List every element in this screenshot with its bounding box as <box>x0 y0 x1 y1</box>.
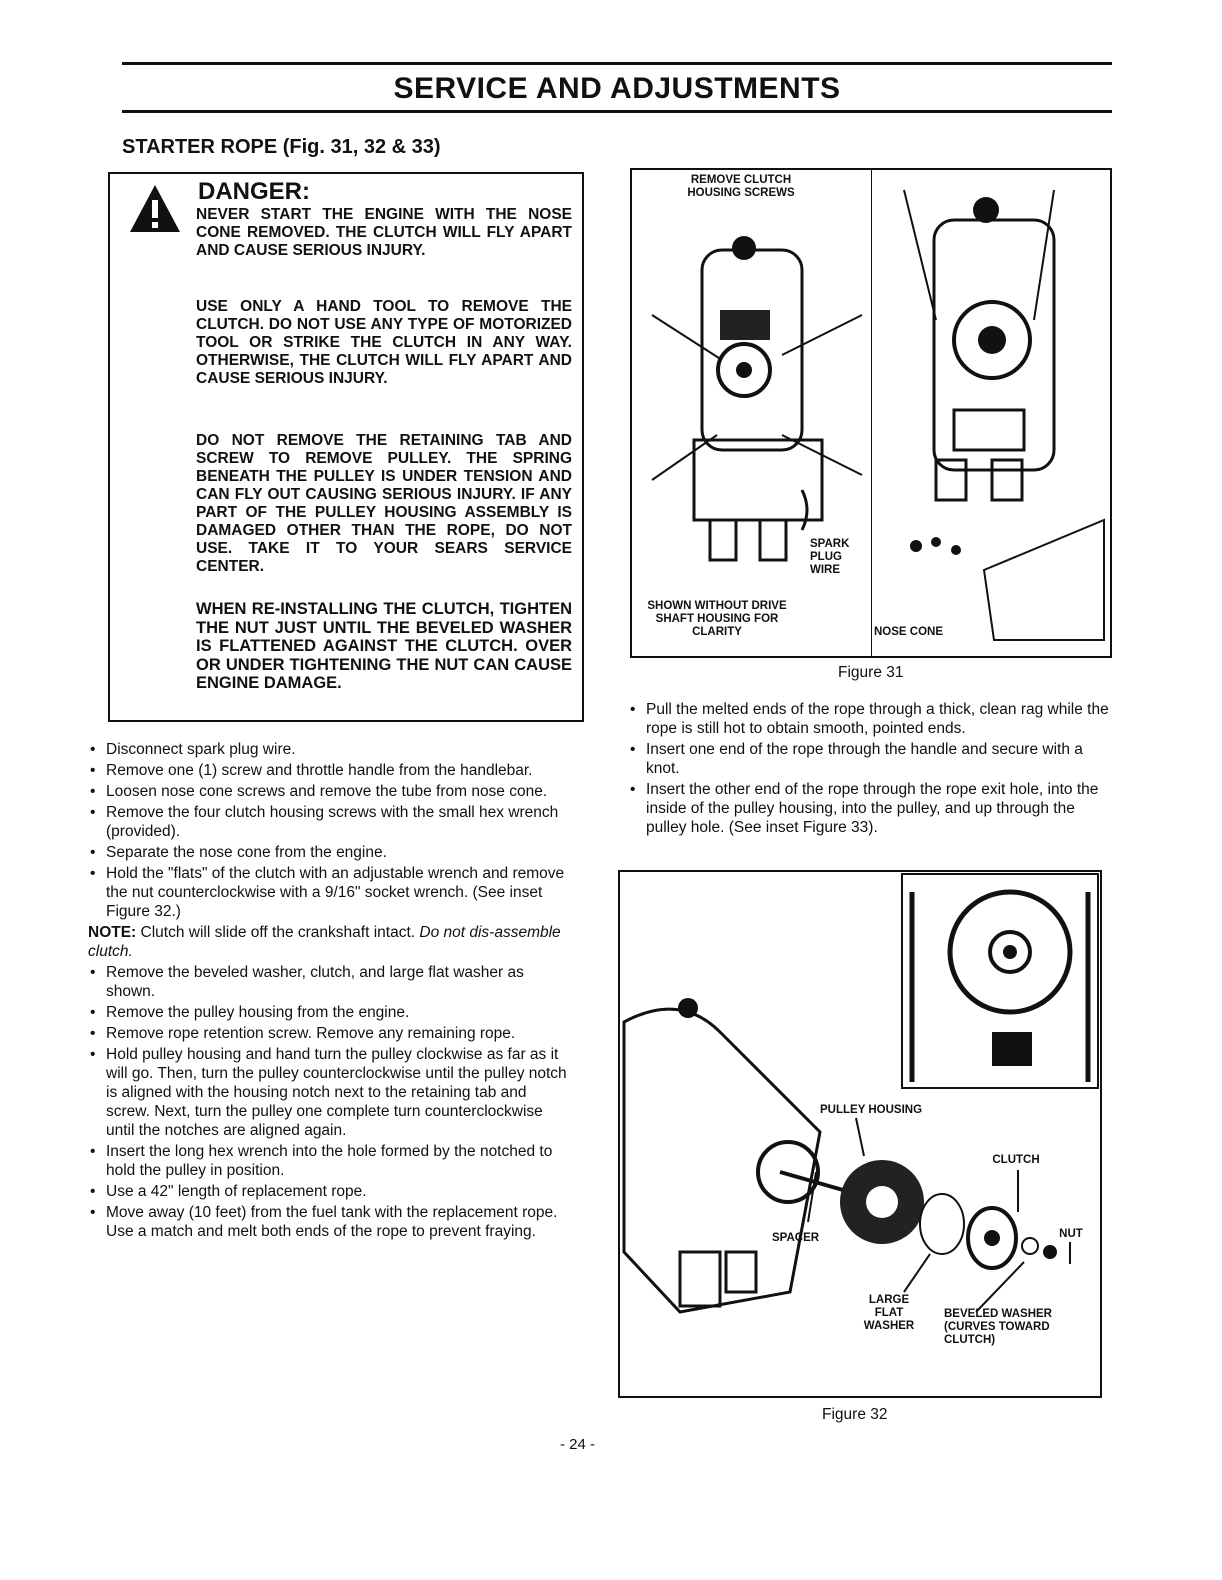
page-number: - 24 - <box>560 1436 596 1453</box>
spark-plug-label: SPARK PLUG WIRE <box>810 538 850 576</box>
danger-paragraph-1: NEVER START THE ENGINE WITH THE NOSE CONE REMOVED. THE CLUTCH WILL FLY APART AND CAUSE SERIOUS INJURY. <box>196 206 572 259</box>
list-item: • Separate the nose cone from the engine. <box>88 843 574 862</box>
list-item: • Insert the other end of the rope through the rope exit hole, into the inside of the pulley housing, into the pulley, and up through the pulley hole. (See inset Figure 33). <box>628 780 1112 837</box>
figure-31-caption: Figure 31 <box>838 664 904 681</box>
warning-triangle-icon <box>128 182 182 236</box>
note-emphasis: Do not dis-assemble clutch. <box>88 924 561 960</box>
list-item: • Move away (10 feet) from the fuel tank with the replacement rope. Use a match and melt both ends of the rope to prevent fraying. <box>88 1203 574 1241</box>
danger-title: DANGER: <box>198 178 310 205</box>
list-item: • Hold pulley housing and hand turn the pulley clockwise as far as it will go. Then, turn the pulley counterclockwise until the pulley notch is aligned with the housing notch next to the retaining tab and screw. Next, turn the pulley one complete turn counterclockwise until the notches are aligned again. <box>88 1045 574 1140</box>
danger-box <box>108 172 584 722</box>
nut-label: NUT <box>1059 1228 1083 1240</box>
list-item: • Insert one end of the rope through the handle and secure with a knot. <box>628 740 1112 778</box>
figure-32 <box>618 870 1102 1398</box>
list-item: • Hold the "flats" of the clutch with an adjustable wrench and remove the nut counterclockwise with a 9/16" socket wrench. (See inset Figure 32.) <box>88 864 574 921</box>
section-heading: STARTER ROPE (Fig. 31, 32 & 33) <box>122 136 441 158</box>
list-item: • Remove one (1) screw and throttle handle from the handlebar. <box>88 761 574 780</box>
figure-31-left-illustration <box>632 170 872 656</box>
right-column <box>628 700 1112 839</box>
top-rule <box>122 62 1112 65</box>
figure-31-right-illustration <box>874 170 1110 656</box>
list-item: • Remove the four clutch housing screws with the small hex wrench (provided). <box>88 803 574 841</box>
list-item: • Insert the long hex wrench into the hole formed by the notched to hold the pulley in position. <box>88 1142 574 1180</box>
list-item: • Remove the pulley housing from the engine. <box>88 1003 574 1022</box>
page-title: SERVICE AND ADJUSTMENTS <box>393 72 841 105</box>
title-underline <box>122 110 1112 113</box>
figure-32-caption: Figure 32 <box>822 1406 888 1423</box>
list-item: • Pull the melted ends of the rope through a thick, clean rag while the rope is still hot to obtain smooth, pointed ends. <box>628 700 1112 738</box>
danger-paragraph-2: USE ONLY A HAND TOOL TO REMOVE THE CLUTCH. DO NOT USE ANY TYPE OF MOTORIZED TOOL OR STRIKE THE CLUTCH IN ANY WAY. OTHERWISE, THE CLUTCH WILL FLY APART AND CAUSE SERIOUS INJURY. <box>196 298 572 387</box>
list-item: • Loosen nose cone screws and remove the tube from nose cone. <box>88 782 574 801</box>
list-item: • Disconnect spark plug wire. <box>88 740 574 759</box>
note <box>88 923 574 961</box>
left-column <box>88 740 574 1243</box>
danger-paragraph-3: DO NOT REMOVE THE RETAINING TAB AND SCREW TO REMOVE PULLEY. THE SPRING BENEATH THE PULLEY IS UNDER TENSION AND CAN FLY OUT CAUSING SERIOUS INJURY. IF ANY PART OF THE PULLEY HOUSING ASSEMBLY IS DAMAGED OTHER THAN THE ROPE, DO NOT USE. TAKE IT TO YOUR SEARS SERVICE CENTER. <box>196 432 572 575</box>
large-flat-washer-label: LARGE FLAT WASHER <box>863 1294 915 1332</box>
note-text: Clutch will slide off the crankshaft intact. <box>136 924 420 941</box>
pulley-housing-label: PULLEY HOUSING <box>820 1104 923 1116</box>
spacer-label: SPACER <box>772 1232 820 1244</box>
steps-list-b <box>88 963 574 1241</box>
list-item: • Remove rope retention screw. Remove any remaining rope. <box>88 1024 574 1043</box>
shown-without-label: SHOWN WITHOUT DRIVE SHAFT HOUSING FOR CLARITY <box>647 600 787 638</box>
nose-cone-label: NOSE CONE <box>874 626 944 638</box>
danger-paragraph-4: WHEN RE-INSTALLING THE CLUTCH, TIGHTEN THE NUT JUST UNTIL THE BEVELED WASHER IS FLATTENED AGAINST THE CLUTCH. OVER OR UNDER TIGHTENING THE NUT CAN CAUSE ENGINE DAMAGE. <box>196 600 572 692</box>
steps-list-right <box>628 700 1112 837</box>
remove-screws-label: REMOVE CLUTCH HOUSING SCREWS <box>687 174 795 199</box>
list-item: • Use a 42" length of replacement rope. <box>88 1182 574 1201</box>
clutch-label: CLUTCH <box>992 1154 1040 1166</box>
note-label: NOTE: <box>88 924 137 941</box>
beveled-washer-label: BEVELED WASHER (CURVES TOWARD CLUTCH) <box>944 1308 1052 1346</box>
figure-31 <box>630 168 1112 658</box>
list-item: • Remove the beveled washer, clutch, and large flat washer as shown. <box>88 963 574 1001</box>
steps-list-a <box>88 740 574 921</box>
